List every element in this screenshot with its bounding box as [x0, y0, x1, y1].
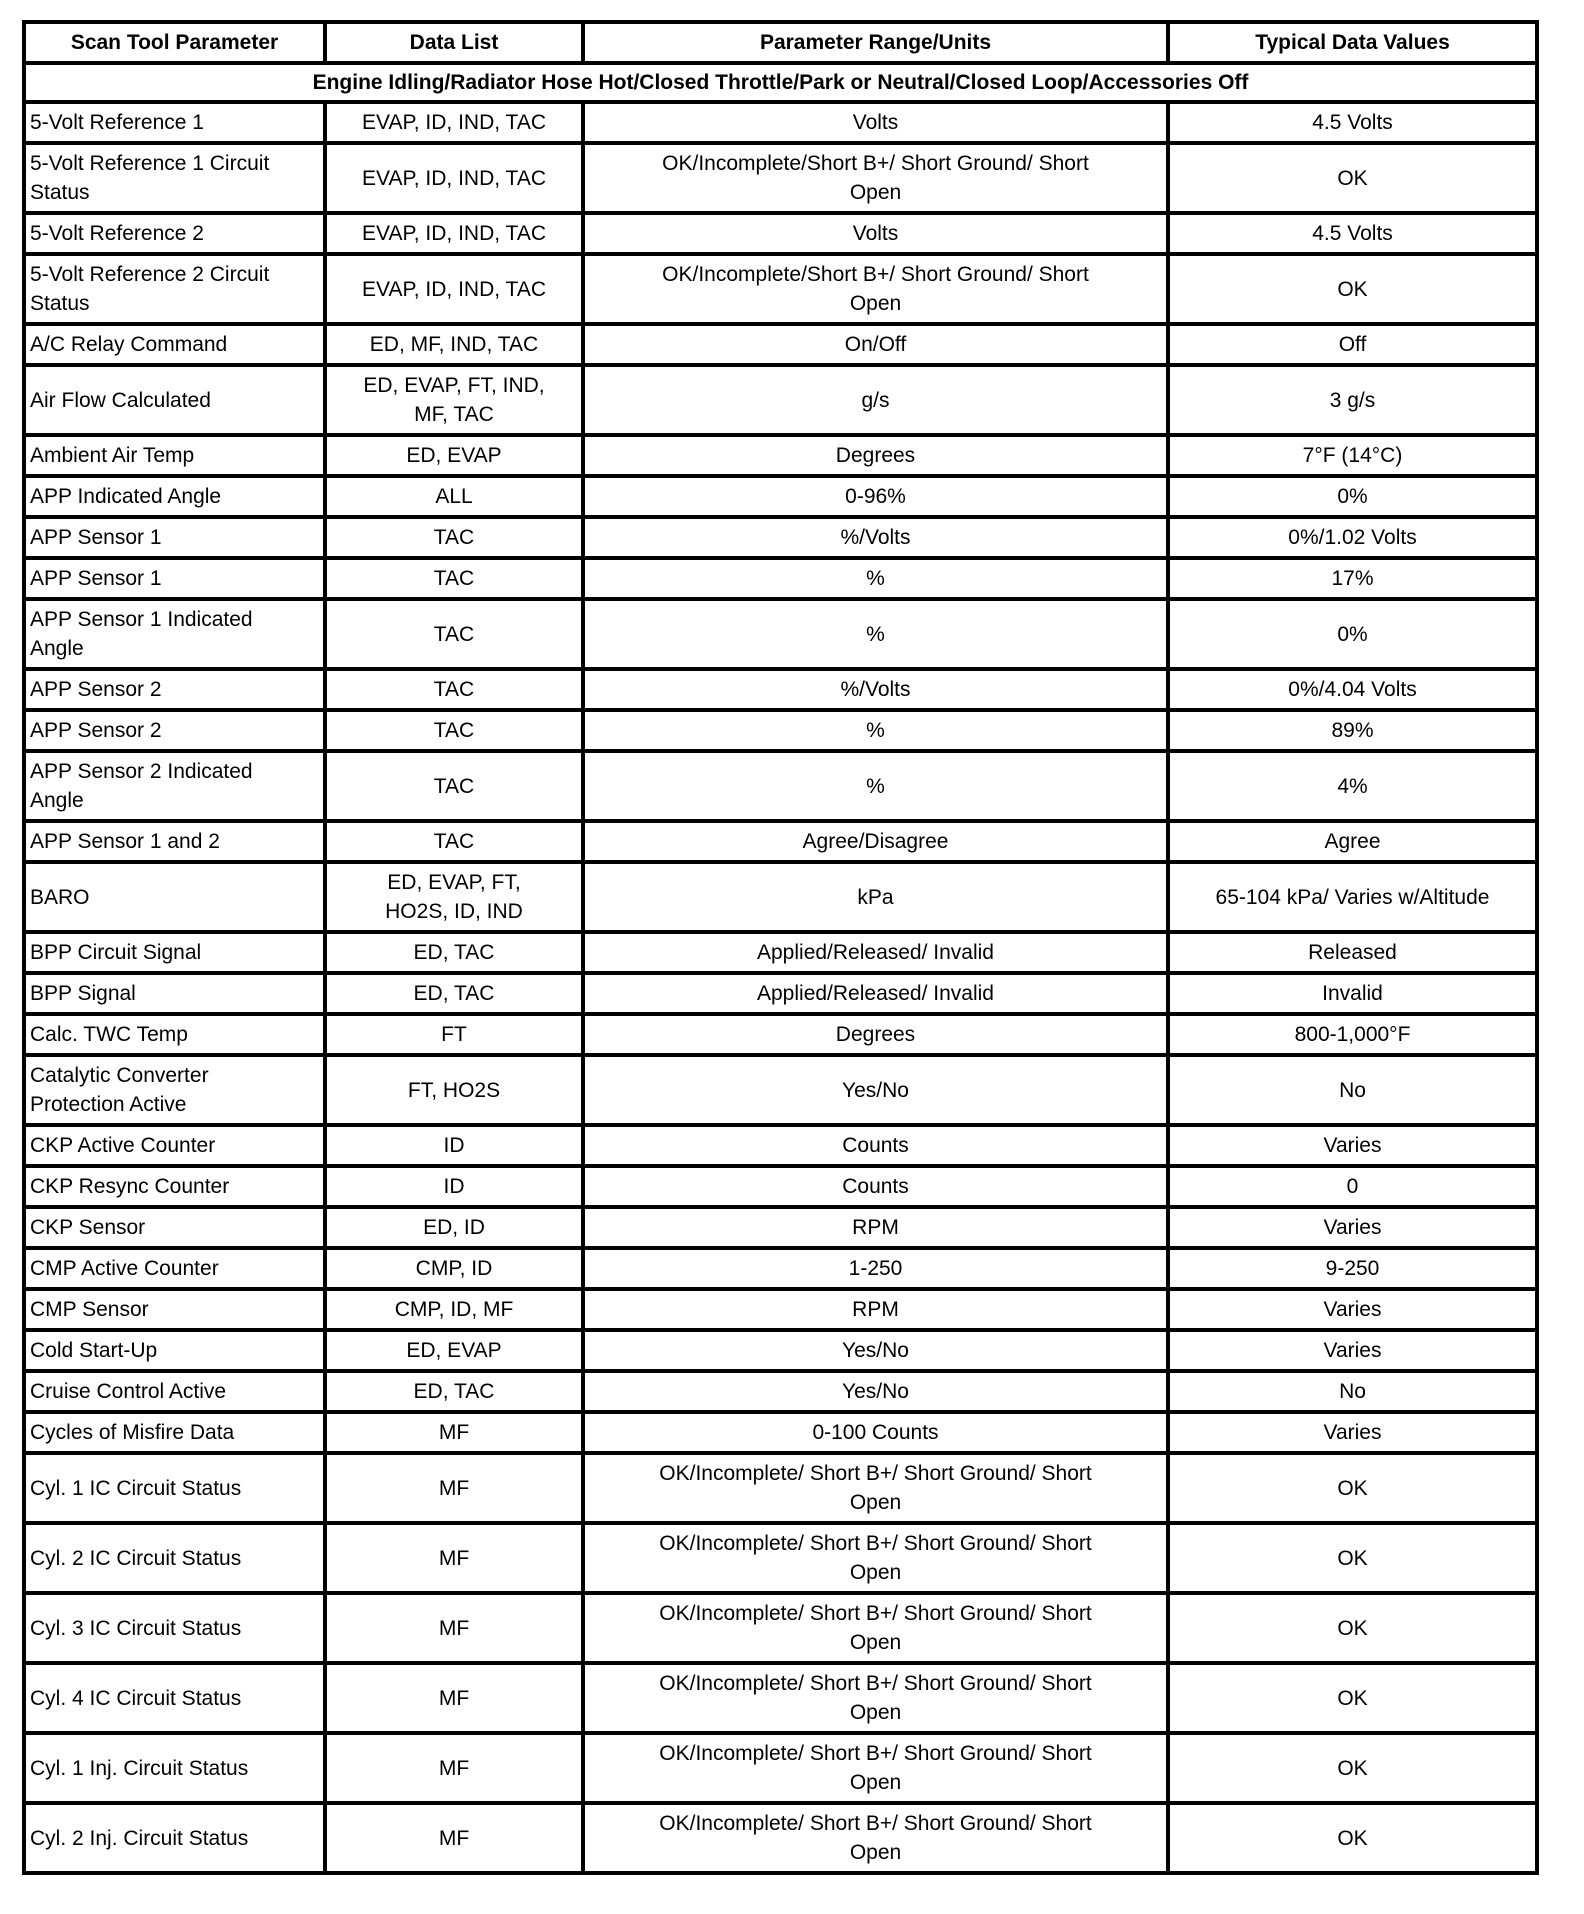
- parameter-range-cell: Agree/Disagree: [583, 821, 1168, 862]
- parameter-range-cell: Degrees: [583, 1014, 1168, 1055]
- table-row: [24, 1523, 1537, 1593]
- parameter-range-cell: Volts: [583, 102, 1168, 143]
- typical-value-cell: Varies: [1168, 1207, 1537, 1248]
- header-row: [24, 22, 1537, 63]
- parameter-range-cell: Yes/No: [583, 1330, 1168, 1371]
- scan-tool-parameter-cell: APP Sensor 2: [24, 669, 325, 710]
- typical-value-cell: 800-1,000°F: [1168, 1014, 1537, 1055]
- typical-value-cell: Varies: [1168, 1125, 1537, 1166]
- data-list-cell: CMP, ID, MF: [325, 1289, 583, 1330]
- parameter-range-cell: %/Volts: [583, 669, 1168, 710]
- table-row: [24, 973, 1537, 1014]
- table-row: [24, 1125, 1537, 1166]
- data-list-cell: MF: [325, 1663, 583, 1733]
- scan-tool-parameter-cell: BPP Signal: [24, 973, 325, 1014]
- table-row: [24, 1453, 1537, 1523]
- table-row: [24, 1014, 1537, 1055]
- scan-tool-parameter-cell: Cruise Control Active: [24, 1371, 325, 1412]
- data-list-cell: MF: [325, 1523, 583, 1593]
- scan-tool-parameter-cell: APP Sensor 1 and 2: [24, 821, 325, 862]
- parameter-range-cell: Yes/No: [583, 1055, 1168, 1125]
- scan-tool-parameter-cell: 5-Volt Reference 1 Circuit Status: [24, 143, 325, 213]
- typical-value-cell: OK: [1168, 1593, 1537, 1663]
- parameter-range-cell: Degrees: [583, 435, 1168, 476]
- data-list-cell: FT: [325, 1014, 583, 1055]
- table-row: [24, 1207, 1537, 1248]
- data-list-cell: ED, EVAP, FT, HO2S, ID, IND: [325, 862, 583, 932]
- table-row: [24, 1663, 1537, 1733]
- scan-tool-parameter-cell: CKP Active Counter: [24, 1125, 325, 1166]
- parameter-range-cell: OK/Incomplete/ Short B+/ Short Ground/ Short Open: [583, 1453, 1168, 1523]
- table-row: [24, 558, 1537, 599]
- typical-value-cell: 4.5 Volts: [1168, 213, 1537, 254]
- typical-value-cell: Agree: [1168, 821, 1537, 862]
- scan-tool-parameter-cell: APP Sensor 1: [24, 558, 325, 599]
- table-row: [24, 254, 1537, 324]
- data-list-cell: MF: [325, 1593, 583, 1663]
- typical-value-cell: 65-104 kPa/ Varies w/Altitude: [1168, 862, 1537, 932]
- data-list-cell: ED, MF, IND, TAC: [325, 324, 583, 365]
- typical-value-cell: 4.5 Volts: [1168, 102, 1537, 143]
- parameter-range-cell: Volts: [583, 213, 1168, 254]
- parameter-range-cell: kPa: [583, 862, 1168, 932]
- parameter-range-cell: %: [583, 558, 1168, 599]
- data-list-cell: EVAP, ID, IND, TAC: [325, 254, 583, 324]
- scan-tool-parameter-cell: APP Sensor 2: [24, 710, 325, 751]
- typical-value-cell: OK: [1168, 1803, 1537, 1873]
- section-conditions: Engine Idling/Radiator Hose Hot/Closed Throttle/Park or Neutral/Closed Loop/Accessories Off: [24, 63, 1537, 102]
- scan-tool-parameter-cell: Catalytic Converter Protection Active: [24, 1055, 325, 1125]
- data-list-cell: MF: [325, 1453, 583, 1523]
- table-row: [24, 365, 1537, 435]
- scan-tool-parameter-cell: CKP Sensor: [24, 1207, 325, 1248]
- scan-tool-parameter-cell: BARO: [24, 862, 325, 932]
- data-list-cell: MF: [325, 1733, 583, 1803]
- data-list-cell: TAC: [325, 751, 583, 821]
- typical-value-cell: 0%/1.02 Volts: [1168, 517, 1537, 558]
- table-row: [24, 710, 1537, 751]
- scan-tool-parameter-cell: A/C Relay Command: [24, 324, 325, 365]
- header-data-list: Data List: [325, 22, 583, 63]
- parameter-range-cell: 0-96%: [583, 476, 1168, 517]
- parameter-range-cell: Counts: [583, 1166, 1168, 1207]
- scan-tool-parameter-cell: Cyl. 4 IC Circuit Status: [24, 1663, 325, 1733]
- scan-tool-parameter-cell: APP Sensor 2 Indicated Angle: [24, 751, 325, 821]
- parameter-range-cell: %/Volts: [583, 517, 1168, 558]
- data-list-cell: ID: [325, 1125, 583, 1166]
- table-row: [24, 1248, 1537, 1289]
- scan-tool-parameter-cell: 5-Volt Reference 2 Circuit Status: [24, 254, 325, 324]
- typical-value-cell: OK: [1168, 143, 1537, 213]
- table-row: [24, 669, 1537, 710]
- data-list-cell: EVAP, ID, IND, TAC: [325, 143, 583, 213]
- data-list-cell: TAC: [325, 710, 583, 751]
- table-row: [24, 1412, 1537, 1453]
- section-row: [24, 63, 1537, 102]
- typical-value-cell: Off: [1168, 324, 1537, 365]
- scan-tool-parameter-cell: Cycles of Misfire Data: [24, 1412, 325, 1453]
- table-row: [24, 213, 1537, 254]
- parameter-range-cell: OK/Incomplete/ Short B+/ Short Ground/ Short Open: [583, 1523, 1168, 1593]
- typical-value-cell: 0%/4.04 Volts: [1168, 669, 1537, 710]
- parameter-range-cell: 1-250: [583, 1248, 1168, 1289]
- parameter-range-cell: %: [583, 599, 1168, 669]
- typical-value-cell: Released: [1168, 932, 1537, 973]
- table-row: [24, 862, 1537, 932]
- table-row: [24, 1289, 1537, 1330]
- parameter-range-cell: OK/Incomplete/Short B+/ Short Ground/ Short Open: [583, 254, 1168, 324]
- parameter-range-cell: OK/Incomplete/Short B+/ Short Ground/ Short Open: [583, 143, 1168, 213]
- table-row: [24, 324, 1537, 365]
- scan-tool-parameter-cell: Air Flow Calculated: [24, 365, 325, 435]
- table-row: [24, 932, 1537, 973]
- typical-value-cell: Invalid: [1168, 973, 1537, 1014]
- scan-tool-data-table: [22, 20, 1539, 1875]
- table-row: [24, 1371, 1537, 1412]
- table-row: [24, 143, 1537, 213]
- typical-value-cell: 0%: [1168, 476, 1537, 517]
- typical-value-cell: Varies: [1168, 1412, 1537, 1453]
- typical-value-cell: OK: [1168, 254, 1537, 324]
- data-list-cell: TAC: [325, 669, 583, 710]
- scan-tool-parameter-cell: APP Sensor 1: [24, 517, 325, 558]
- parameter-range-cell: OK/Incomplete/ Short B+/ Short Ground/ Short Open: [583, 1803, 1168, 1873]
- scan-tool-parameter-cell: CMP Sensor: [24, 1289, 325, 1330]
- data-list-cell: FT, HO2S: [325, 1055, 583, 1125]
- typical-value-cell: Varies: [1168, 1289, 1537, 1330]
- typical-value-cell: OK: [1168, 1663, 1537, 1733]
- typical-value-cell: 0: [1168, 1166, 1537, 1207]
- typical-value-cell: 0%: [1168, 599, 1537, 669]
- scan-tool-parameter-cell: 5-Volt Reference 2: [24, 213, 325, 254]
- data-list-cell: ED, EVAP, FT, IND, MF, TAC: [325, 365, 583, 435]
- table-row: [24, 1803, 1537, 1873]
- typical-value-cell: OK: [1168, 1733, 1537, 1803]
- data-list-cell: ED, TAC: [325, 932, 583, 973]
- typical-value-cell: No: [1168, 1371, 1537, 1412]
- scan-tool-parameter-cell: CMP Active Counter: [24, 1248, 325, 1289]
- table-row: [24, 821, 1537, 862]
- data-list-cell: TAC: [325, 517, 583, 558]
- scan-tool-parameter-cell: BPP Circuit Signal: [24, 932, 325, 973]
- scan-tool-parameter-cell: Ambient Air Temp: [24, 435, 325, 476]
- parameter-range-cell: Counts: [583, 1125, 1168, 1166]
- scan-tool-parameter-cell: Calc. TWC Temp: [24, 1014, 325, 1055]
- scan-tool-parameter-cell: APP Indicated Angle: [24, 476, 325, 517]
- parameter-range-cell: %: [583, 710, 1168, 751]
- table-row: [24, 435, 1537, 476]
- table-row: [24, 1166, 1537, 1207]
- table-row: [24, 1593, 1537, 1663]
- table-row: [24, 102, 1537, 143]
- parameter-range-cell: g/s: [583, 365, 1168, 435]
- typical-value-cell: 4%: [1168, 751, 1537, 821]
- table-row: [24, 599, 1537, 669]
- typical-value-cell: Varies: [1168, 1330, 1537, 1371]
- table-row: [24, 1330, 1537, 1371]
- parameter-range-cell: 0-100 Counts: [583, 1412, 1168, 1453]
- data-list-cell: EVAP, ID, IND, TAC: [325, 102, 583, 143]
- data-list-cell: ED, EVAP: [325, 1330, 583, 1371]
- scan-tool-parameter-cell: 5-Volt Reference 1: [24, 102, 325, 143]
- typical-value-cell: 17%: [1168, 558, 1537, 599]
- parameter-range-cell: RPM: [583, 1289, 1168, 1330]
- parameter-range-cell: OK/Incomplete/ Short B+/ Short Ground/ Short Open: [583, 1593, 1168, 1663]
- parameter-range-cell: Applied/Released/ Invalid: [583, 973, 1168, 1014]
- data-list-cell: ED, ID: [325, 1207, 583, 1248]
- scan-tool-parameter-cell: Cyl. 2 Inj. Circuit Status: [24, 1803, 325, 1873]
- table-row: [24, 517, 1537, 558]
- scan-tool-parameter-cell: Cyl. 3 IC Circuit Status: [24, 1593, 325, 1663]
- scan-tool-parameter-cell: APP Sensor 1 Indicated Angle: [24, 599, 325, 669]
- data-list-cell: ED, EVAP: [325, 435, 583, 476]
- scan-tool-parameter-cell: Cyl. 1 Inj. Circuit Status: [24, 1733, 325, 1803]
- typical-value-cell: 3 g/s: [1168, 365, 1537, 435]
- typical-value-cell: OK: [1168, 1523, 1537, 1593]
- header-scan-tool-parameter: Scan Tool Parameter: [24, 22, 325, 63]
- parameter-range-cell: Yes/No: [583, 1371, 1168, 1412]
- header-parameter-range-units: Parameter Range/Units: [583, 22, 1168, 63]
- parameter-range-cell: OK/Incomplete/ Short B+/ Short Ground/ Short Open: [583, 1733, 1168, 1803]
- parameter-range-cell: Applied/Released/ Invalid: [583, 932, 1168, 973]
- parameter-range-cell: On/Off: [583, 324, 1168, 365]
- table-row: [24, 1055, 1537, 1125]
- scan-tool-parameter-cell: Cyl. 1 IC Circuit Status: [24, 1453, 325, 1523]
- data-list-cell: EVAP, ID, IND, TAC: [325, 213, 583, 254]
- data-list-cell: ED, TAC: [325, 973, 583, 1014]
- parameter-range-cell: RPM: [583, 1207, 1168, 1248]
- table-row: [24, 1733, 1537, 1803]
- parameter-range-cell: %: [583, 751, 1168, 821]
- typical-value-cell: 9-250: [1168, 1248, 1537, 1289]
- typical-value-cell: 7°F (14°C): [1168, 435, 1537, 476]
- data-list-cell: MF: [325, 1803, 583, 1873]
- data-list-cell: TAC: [325, 821, 583, 862]
- data-list-cell: ALL: [325, 476, 583, 517]
- data-list-cell: TAC: [325, 599, 583, 669]
- data-list-cell: MF: [325, 1412, 583, 1453]
- data-list-cell: TAC: [325, 558, 583, 599]
- table-row: [24, 476, 1537, 517]
- header-typical-data-values: Typical Data Values: [1168, 22, 1537, 63]
- typical-value-cell: 89%: [1168, 710, 1537, 751]
- scan-tool-parameter-cell: Cyl. 2 IC Circuit Status: [24, 1523, 325, 1593]
- table-row: [24, 751, 1537, 821]
- parameter-range-cell: OK/Incomplete/ Short B+/ Short Ground/ Short Open: [583, 1663, 1168, 1733]
- scan-tool-parameter-cell: Cold Start-Up: [24, 1330, 325, 1371]
- typical-value-cell: No: [1168, 1055, 1537, 1125]
- scan-tool-parameter-cell: CKP Resync Counter: [24, 1166, 325, 1207]
- data-list-cell: CMP, ID: [325, 1248, 583, 1289]
- typical-value-cell: OK: [1168, 1453, 1537, 1523]
- data-list-cell: ID: [325, 1166, 583, 1207]
- data-list-cell: ED, TAC: [325, 1371, 583, 1412]
